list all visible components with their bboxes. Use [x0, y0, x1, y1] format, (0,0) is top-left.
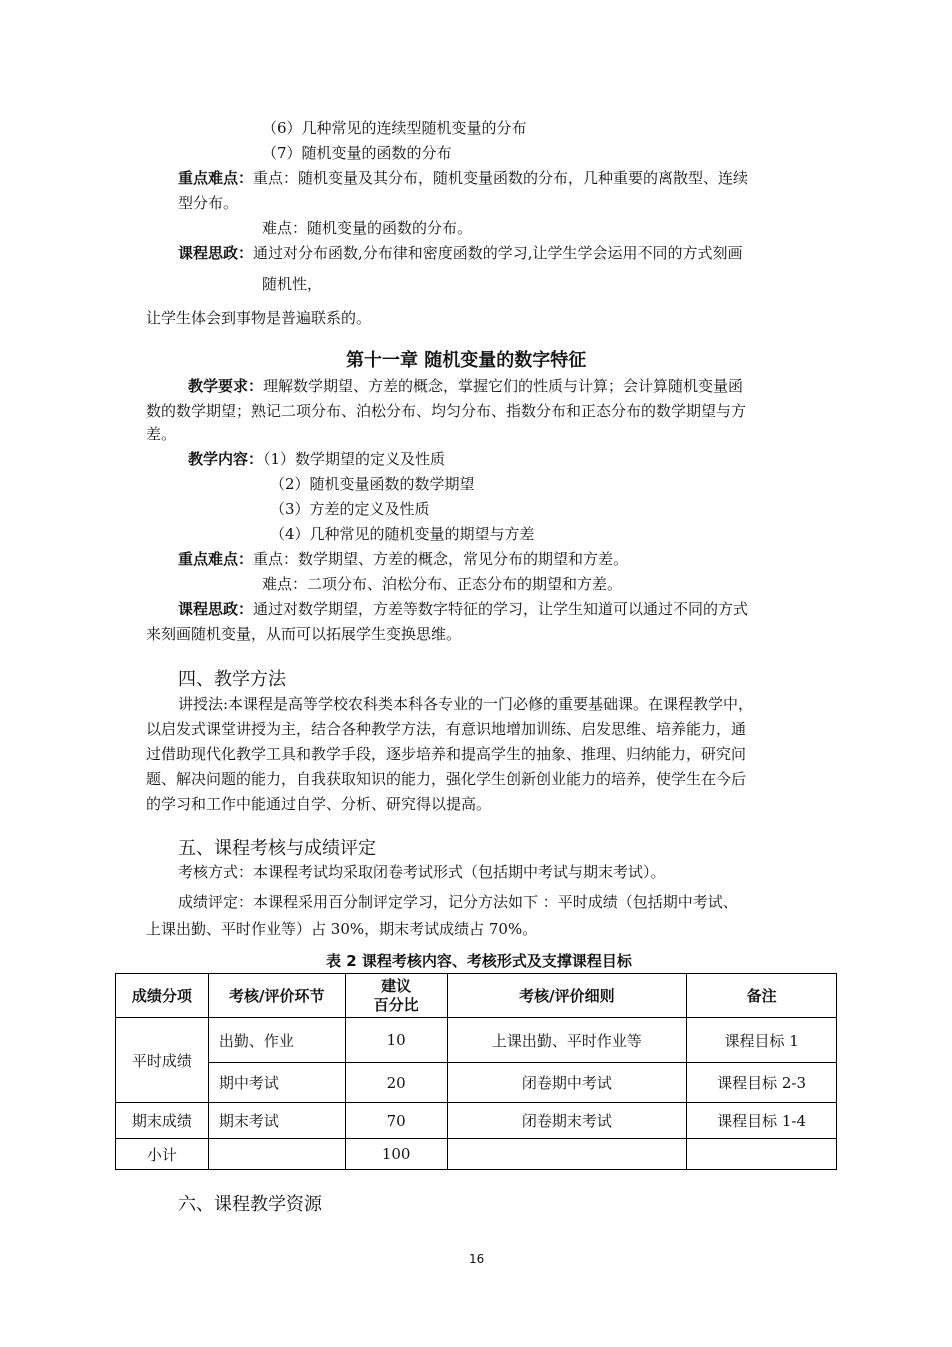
header-cell: 考核/评价环节: [208, 974, 345, 1018]
content-item: （2）随机变量函数的数学期望: [270, 475, 475, 493]
ideology-cont: 让学生体会到事物是普遍联系的。: [146, 309, 372, 327]
table-cell: 上课出勤、平时作业等: [447, 1018, 687, 1063]
ideology-cont: 来刻画随机变量，从而可以拓展学生变换思维。: [146, 625, 462, 643]
ideology-text: 通过对分布函数,分布律和密度函数的学习,让学生学会运用不同的方式刻画: [253, 244, 743, 262]
ideology-label: 课程思政：: [178, 600, 254, 618]
table-cell: [687, 1139, 837, 1170]
table-cell: 闭卷期中考试: [447, 1063, 687, 1103]
requirements-cont: 数的数学期望；熟记二项分布、泊松分布、均匀分布、指数分布和正态分布的数学期望与方: [146, 402, 747, 420]
content-item: （4）几种常见的随机变量的期望与方差: [270, 525, 535, 543]
header-cell-line: 百分比: [373, 995, 419, 1014]
chapter-heading: [346, 346, 586, 372]
grade-table: [115, 973, 837, 1170]
key-points-label: 重点难点：: [178, 169, 254, 187]
content-item: （6）几种常见的连续型随机变量的分布: [262, 119, 527, 137]
table-cell: 课程目标 2-3: [687, 1063, 837, 1103]
requirements-cont: 差。: [146, 425, 177, 443]
header-cell: 成绩分项: [116, 974, 209, 1018]
assessment-method: 考核方式：本课程考试均采取闭卷考试形式（包括期中考试与期末考试）。: [178, 863, 666, 881]
grading-text-cont: 上课出勤、平时作业等）占 30%，期末考试成绩占 70%。: [146, 920, 538, 938]
key-points-cont: 型分布。: [178, 194, 239, 212]
subtotal-label: 小计: [116, 1139, 209, 1170]
page-number: 16: [469, 1252, 485, 1266]
group-cell: 平时成绩: [116, 1018, 209, 1103]
requirements-text: 理解数学期望、方差的概念，掌握它们的性质与计算；会计算随机变量函: [263, 377, 744, 395]
table-cell: 20: [345, 1063, 447, 1103]
content-item: （3）方差的定义及性质: [270, 500, 430, 518]
ideology-label: 课程思政：: [178, 244, 254, 262]
key-points-label: 重点难点：: [178, 550, 254, 568]
table-cell: 70: [345, 1103, 447, 1139]
table-row: [116, 1018, 837, 1063]
header-cell: [345, 974, 447, 1018]
table-cell: 出勤、作业: [208, 1018, 345, 1063]
table-row-subtotal: [116, 1139, 837, 1170]
key-points: [178, 549, 628, 569]
table-cell: 课程目标 1: [687, 1018, 837, 1063]
content-item: （1）数学期望的定义及性质: [263, 450, 446, 468]
teaching-requirements: [188, 376, 743, 396]
header-cell-line: 建议: [381, 976, 412, 995]
ideology-text: 通过对数学期望，方差等数字特征的学习，让学生知道可以通过不同的方式: [253, 600, 749, 618]
header-cell: 备注: [687, 974, 837, 1018]
key-points-text: 重点：数学期望、方差的概念，常见分布的期望和方差。: [253, 550, 629, 568]
ideology-cont: 随机性，: [262, 275, 323, 293]
table-cell: 闭卷期末考试: [447, 1103, 687, 1139]
table-caption: 表 2 课程考核内容、考核形式及支撑课程目标: [326, 952, 632, 970]
content-item: （7）随机变量的函数的分布: [262, 144, 452, 162]
table-cell: [447, 1139, 687, 1170]
chapter-title: 随机变量的数字特征: [424, 350, 587, 371]
teaching-content: [188, 449, 445, 469]
chapter-number: 第十一章: [346, 350, 418, 371]
table-row: [116, 1103, 837, 1139]
table-row: [116, 1063, 837, 1103]
ideology: [178, 599, 748, 619]
key-points: [178, 168, 748, 188]
header-cell: 考核/评价细则: [447, 974, 687, 1018]
table-cell: 课程目标 1-4: [687, 1103, 837, 1139]
paragraph-line: 以启发式课堂讲授为主，结合各种教学方法，有意识地增加训练、启发思维、培养能力，通: [146, 720, 747, 738]
paragraph-line: 讲授法:本课程是高等学校农科类本科各专业的一门必修的重要基础课。在课程教学中，: [178, 695, 754, 713]
difficulty-text: 难点：随机变量的函数的分布。: [262, 219, 473, 237]
ideology: [178, 243, 743, 263]
requirements-label: 教学要求：: [188, 377, 264, 395]
section-heading: 五、课程考核与成绩评定: [178, 838, 376, 859]
table-cell: 期中考试: [208, 1063, 345, 1103]
table-cell: 期末考试: [208, 1103, 345, 1139]
paragraph-line: 过借助现代化教学工具和教学手段，逐步培养和提高学生的抽象、推理、归纳能力，研究问: [146, 745, 747, 763]
difficulty-text: 难点：二项分布、泊松分布、正态分布的期望和方差。: [262, 575, 623, 593]
section-heading: 四、教学方法: [178, 669, 286, 690]
content-label: 教学内容：: [188, 450, 264, 468]
group-cell: 期末成绩: [116, 1103, 209, 1139]
paragraph-line: 的学习和工作中能通过自学、分析、研究得以提高。: [146, 795, 492, 813]
grading-text: 成绩评定：本课程采用百分制评定学习，记分方法如下 ：平时成绩（包括期中考试、: [178, 893, 738, 911]
section-heading: 六、课程教学资源: [178, 1194, 322, 1215]
table-header-row: [116, 974, 837, 1018]
paragraph-line: 题、解决问题的能力，自我获取知识的能力，强化学生创新创业能力的培养，使学生在今后: [146, 770, 747, 788]
table-cell: 10: [345, 1018, 447, 1063]
subtotal-value: 100: [345, 1139, 447, 1170]
table-cell: [208, 1139, 345, 1170]
key-points-text: 重点：随机变量及其分布，随机变量函数的分布，几种重要的离散型、连续: [253, 169, 749, 187]
